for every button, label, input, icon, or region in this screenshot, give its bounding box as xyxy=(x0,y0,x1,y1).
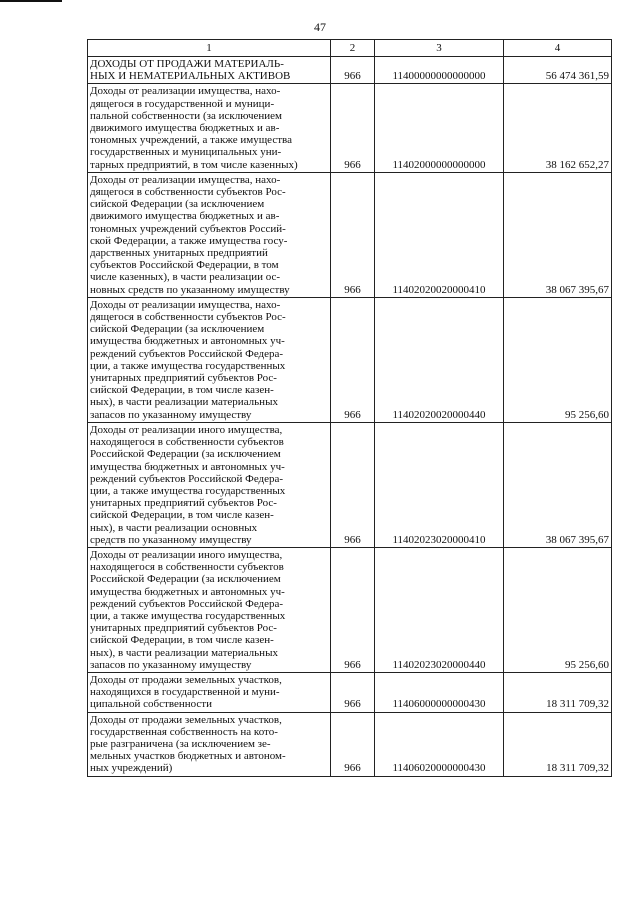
table-row xyxy=(88,672,612,712)
row-description: Доходы от продажи земельных участков, находящихся в государственной и муни- ципальной собственности xyxy=(88,672,331,712)
row-description: ДОХОДЫ ОТ ПРОДАЖИ МАТЕРИАЛЬ- НЫХ И НЕМАТЕРИАЛЬНЫХ АКТИВОВ xyxy=(88,57,331,84)
column-header-2: 2 xyxy=(331,40,375,57)
row-description: Доходы от реализации иного имущества, находящегося в собственности субъектов Российской Федерации (за исключением имущества бюджетных и автономных уч- реждений субъектов Российской Федера- ции, а также имущества государственных унитарных предприятий субъектов Рос- сийской Федерации, в том числе казен- ных), в части реализации материальных запасов по указанному имуществу xyxy=(88,547,331,672)
column-header-1: 1 xyxy=(88,40,331,57)
row-amount: 18 311 709,32 xyxy=(504,712,612,776)
row-admin-code: 966 xyxy=(331,57,375,84)
row-amount: 38 067 395,67 xyxy=(504,172,612,297)
column-header-4: 4 xyxy=(504,40,612,57)
revenue-table xyxy=(87,39,612,777)
row-budget-code: 11400000000000000 xyxy=(375,57,504,84)
row-amount: 38 067 395,67 xyxy=(504,422,612,547)
row-budget-code: 11402023020000410 xyxy=(375,422,504,547)
row-budget-code: 11402023020000440 xyxy=(375,547,504,672)
table-row xyxy=(88,297,612,422)
page-number: 47 xyxy=(314,20,326,34)
top-rule xyxy=(0,0,62,2)
table-row xyxy=(88,422,612,547)
row-amount: 56 474 361,59 xyxy=(504,57,612,84)
row-admin-code: 966 xyxy=(331,672,375,712)
row-budget-code: 11406000000000430 xyxy=(375,672,504,712)
row-admin-code: 966 xyxy=(331,172,375,297)
row-budget-code: 11402000000000000 xyxy=(375,84,504,172)
column-header-3: 3 xyxy=(375,40,504,57)
table-row xyxy=(88,84,612,172)
row-admin-code: 966 xyxy=(331,547,375,672)
table-row xyxy=(88,57,612,84)
row-amount: 95 256,60 xyxy=(504,297,612,422)
table-row xyxy=(88,547,612,672)
row-admin-code: 966 xyxy=(331,422,375,547)
row-amount: 18 311 709,32 xyxy=(504,672,612,712)
row-budget-code: 11402020020000440 xyxy=(375,297,504,422)
row-description: Доходы от реализации иного имущества, находящегося в собственности субъектов Российской Федерации (за исключением имущества бюджетных и автономных уч- реждений субъектов Российской Федера- ции, а также имущества государственных унитарных предприятий субъектов Рос- сийской Федерации, в том числе казен- ных), в части реализации основных средств по указанному имуществу xyxy=(88,422,331,547)
row-description: Доходы от реализации имущества, нахо- дящегося в собственности субъектов Рос- сийской Федерации (за исключением движимого имущества бюджетных и ав- тономных учреждений субъектов Россий- ской Федерации, а также имущества госу- дарственных унитарных предприятий субъектов Российской Федерации, в том числе казенных), в части реализации ос- новных средств по указанному имуществу xyxy=(88,172,331,297)
row-description: Доходы от реализации имущества, нахо- дящегося в собственности субъектов Рос- сийской Федерации (за исключением имущества бюджетных и автономных уч- реждений субъектов Российской Федера- ции, а также имущества государственных унитарных предприятий субъектов Рос- сийской Федерации, в том числе казен- ных), в части реализации материальных запасов по указанному имуществу xyxy=(88,297,331,422)
table-row xyxy=(88,712,612,776)
row-budget-code: 11402020020000410 xyxy=(375,172,504,297)
row-amount: 95 256,60 xyxy=(504,547,612,672)
row-description: Доходы от продажи земельных участков, государственная собственность на кото- рые разграничена (за исключением зе- мельных участков бюджетных и автоном- ных учреждений) xyxy=(88,712,331,776)
table-row xyxy=(88,172,612,297)
table-header-row xyxy=(88,40,612,57)
row-admin-code: 966 xyxy=(331,297,375,422)
row-budget-code: 11406020000000430 xyxy=(375,712,504,776)
row-amount: 38 162 652,27 xyxy=(504,84,612,172)
row-admin-code: 966 xyxy=(331,84,375,172)
row-admin-code: 966 xyxy=(331,712,375,776)
row-description: Доходы от реализации имущества, нахо- дящегося в государственной и муници- пальной собственности (за исключением движимого имущества бюджетных и ав- тономных учреждений, а также имущества государственных и муниципальных уни- тарных предприятий, в том числе казенных) xyxy=(88,84,331,172)
